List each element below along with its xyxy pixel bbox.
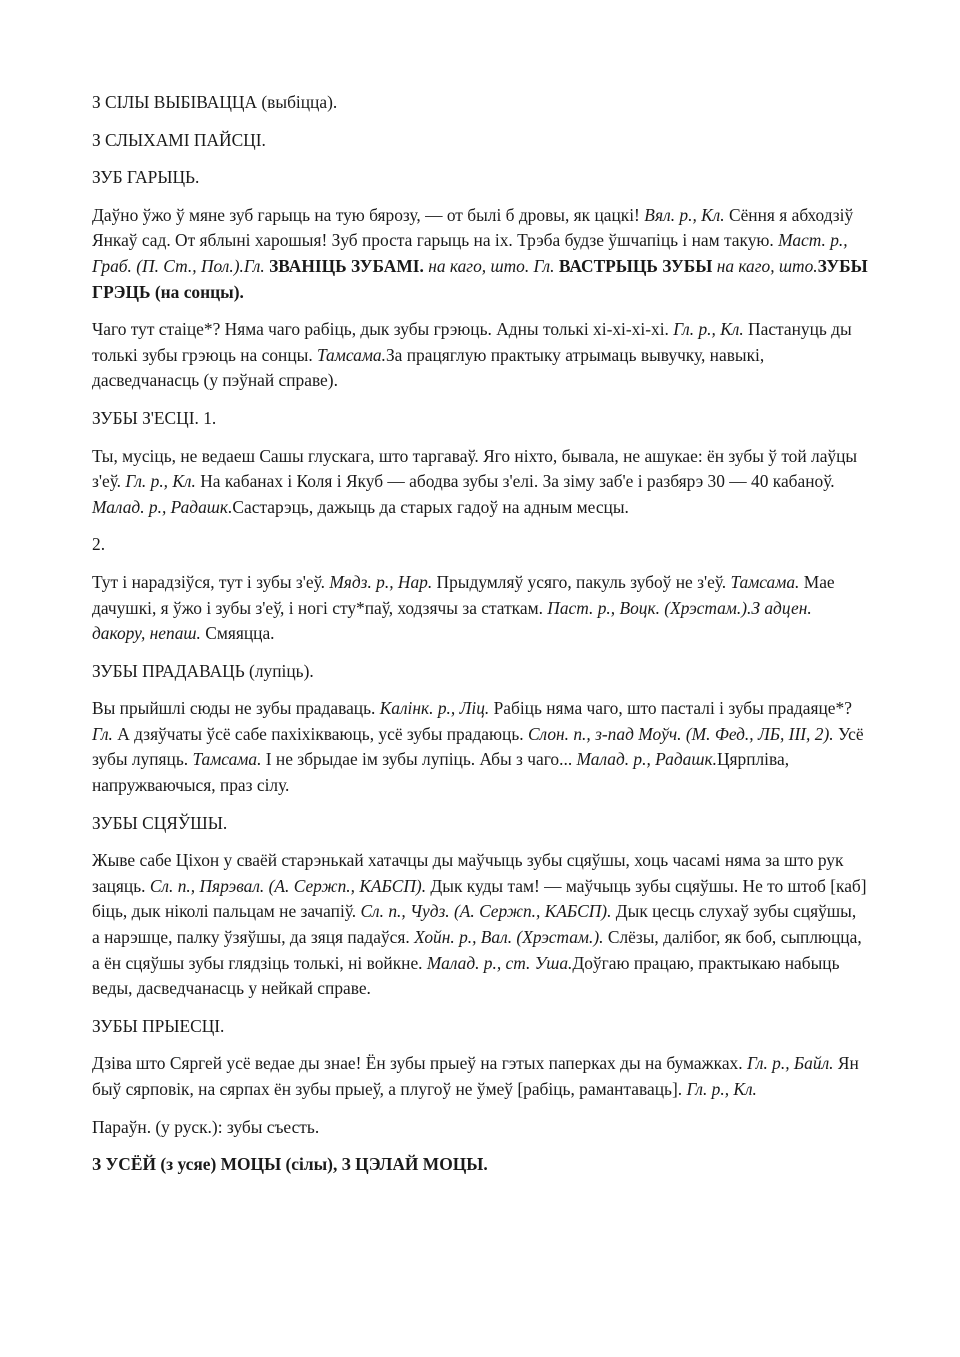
cross-reference: ВАСТРЫЦЬ ЗУБЫ <box>558 255 713 276</box>
text-run: Вы прыйшлі сюды не зубы прадаваць. <box>92 698 380 719</box>
text-run: Смяяцца. <box>200 623 275 644</box>
text-run: Слёзы, далібог, як боб, сыплюцца, а ён сцяўшы зубы глядзіць толькі, ні войкне. <box>92 927 862 973</box>
entry-heading <box>92 128 868 154</box>
entry-heading <box>92 532 868 558</box>
text-run: ЗУБЫ З'ЕСЦІ. 1. <box>92 407 217 428</box>
text-run: Тут і нарадзіўся, тут і зубы з'еў. <box>92 571 330 592</box>
text-run: ЗУБЫ ПРЫЕСЦІ. <box>92 1015 225 1036</box>
text-run: Жыве сабе Ціхон у сваёй старэнькай хатачцы ды маўчыць зубы сцяўшы, хоць часамі няма за што рук зацяць. <box>92 850 844 896</box>
entry-heading <box>92 659 868 685</box>
text-run: І не збрыдае ім зубы лупіць. Абы з чаго... <box>261 749 577 770</box>
text-run: Цярпліва, напружваючыся, праз сілу. <box>92 749 790 796</box>
text-run: Мае дачушкі, я ўжо і зубы з'еў, і ногі сту*паў, ходзячы за статкам. <box>92 571 835 618</box>
source-citation: на каго, што. <box>716 255 818 276</box>
text-run: А дзяўчаты ўсё сабе пахіхікваюць, усё зубы прадаюць. <box>112 723 528 744</box>
source-citation: Тамсама. <box>317 344 386 365</box>
source-citation: Сл. п., Пярэвал. (А. Сержп., КАБСП). <box>149 875 427 896</box>
comparison-note <box>92 1115 868 1141</box>
text-run: Дык куды там! — маўчыць зубы сцяўшы. Не то штоб [каб] біць, дык ніколі пальцам не зачапіў. <box>92 875 867 922</box>
source-citation: Гл. р., Кл. <box>686 1079 757 1099</box>
source-citation: Слон. п., з-пад Моўч. (М. Фед., ЛБ, III, 2). <box>527 723 834 744</box>
source-citation: Сл. п., Чудз. (А. Сержп., КАБСП). <box>360 901 612 922</box>
source-citation: Гл. р., Кл. <box>673 319 744 340</box>
source-citation: Паст. р., Воцк. (Хрэстам.).З адцен. дакору, непаш. <box>92 597 812 644</box>
text-run: Ян быў сярповік, на сярпах ён зубы прыеў, а плугоў не ўмеў [рабіць, рамантаваць]. <box>92 1053 859 1099</box>
text-run: Параўн. (у руск.): зубы съесть. <box>92 1116 320 1137</box>
text-run: Рабіць няма чаго, што пасталі і зубы прадаяце*? <box>489 698 852 719</box>
text-run: За працяглую практыку атрымаць вывучку, навыкі, дасведчанасць (у пэўнай справе). <box>92 344 765 391</box>
entry-body <box>92 570 868 647</box>
source-citation: Малад. р., Радашк. <box>576 749 717 770</box>
entry-heading <box>92 811 868 837</box>
text-run: Састарэць, дажыць да старых гадоў на адным месцы. <box>232 496 629 517</box>
text-run: Усё зубы лупяць. <box>92 723 864 770</box>
entry-heading <box>92 90 868 116</box>
entry-heading <box>92 406 868 432</box>
entry-body <box>92 848 868 1002</box>
entry-body <box>92 444 868 521</box>
cross-reference: ЗВАНІЦЬ ЗУБАМІ. <box>269 255 424 276</box>
source-citation: Мядз. р., Нар. <box>329 571 433 592</box>
source-citation: Малад. р., Радашк. <box>92 496 233 517</box>
source-citation: на каго, што. Гл. <box>428 255 555 276</box>
source-citation: Малад. р., ст. Уша. <box>426 952 573 973</box>
text-run: ЗУБЫ СЦЯЎШЫ. <box>92 812 228 833</box>
source-citation: Гл. р., Байл. <box>746 1053 834 1074</box>
source-citation: Тамсама. <box>192 749 262 770</box>
text-run: Чаго тут стаіце*? Няма чаго рабіць, дык зубы грэюць. Адны толькі хі-хі-хі-хі. <box>92 319 674 340</box>
text-run: 2. <box>92 534 106 555</box>
text-run: ЗУБ ГАРЫЦЬ. <box>92 167 200 188</box>
entry-heading-bold <box>92 1152 868 1178</box>
entry-body <box>92 203 868 305</box>
text-run: З УСЁЙ (з усяе) МОЦЫ (сілы), З ЦЭЛАЙ МОЦЫ. <box>92 1154 488 1175</box>
source-citation: Калінк. р., Ліц. <box>379 698 490 719</box>
text-run: Прыдумляў усяго, пакуль зубоў не з'еў. <box>432 571 731 592</box>
source-citation: Гл. р., Кл. <box>125 471 196 492</box>
entry-body <box>92 317 868 394</box>
source-citation: Маст. р., Граб. (П. Ст., Пол.).Гл. <box>92 230 848 276</box>
text-run: Даўно ўжо ў мяне зуб гарыць на тую бярозу, — от былі б дровы, як цацкі! <box>92 204 645 225</box>
entry-heading <box>92 165 868 191</box>
text-run: На кабанах і Коля і Якуб — абодва зубы з'елі. За зіму заб'е і разбярэ 30 — 40 кабаноў. <box>195 471 835 492</box>
entry-heading <box>92 1014 868 1040</box>
source-citation: Тамсама. <box>730 571 800 592</box>
text-run: Доўгаю працаю, практыкаю набыць веды, дасведчанасць у нейкай справе. <box>92 952 840 999</box>
text-run: Сёння я абходзіў Янкаў сад. От яблыні харошыя! Зуб проста гарыць на іх. Трэба будзе ўшчапіць і нам такую. <box>92 204 854 251</box>
text-run: Дзіва што Сяргей усё ведае ды знае! Ён зубы прыеў на гэтых паперках ды на бумажках. <box>92 1053 747 1074</box>
entry-body <box>92 1051 868 1102</box>
text-run: Ты, мусіць, не ведаеш Сашы глускага, што таргаваў. Яго ніхто, бывала, не ашукае: ён зубы ў той лаўцы з'еў. <box>92 445 858 492</box>
entry-body <box>92 696 868 798</box>
text-run: Дык цесць слухаў зубы сцяўшы, а нарэшце, палку ўзяўшы, да зяця падаўся. <box>92 901 857 948</box>
text-run: Пастануць ды толькі зубы грэюць на сонцы. <box>92 319 852 365</box>
source-citation: Хойн. р., Вал. (Хрэстам.). <box>414 927 604 948</box>
cross-reference: ЗУБЫ ГРЭЦЬ (на сонцы). <box>92 255 868 302</box>
text-run: ЗУБЫ ПРАДАВАЦЬ (лупіць). <box>92 660 314 681</box>
text-run: З СІЛЫ ВЫБІВАЦЦА (выбіцца). <box>92 92 338 112</box>
source-citation: Гл. <box>92 723 113 744</box>
source-citation: Вял. р., Кл. <box>644 204 725 225</box>
text-run: З СЛЫХАМІ ПАЙСЦІ. <box>92 129 266 150</box>
